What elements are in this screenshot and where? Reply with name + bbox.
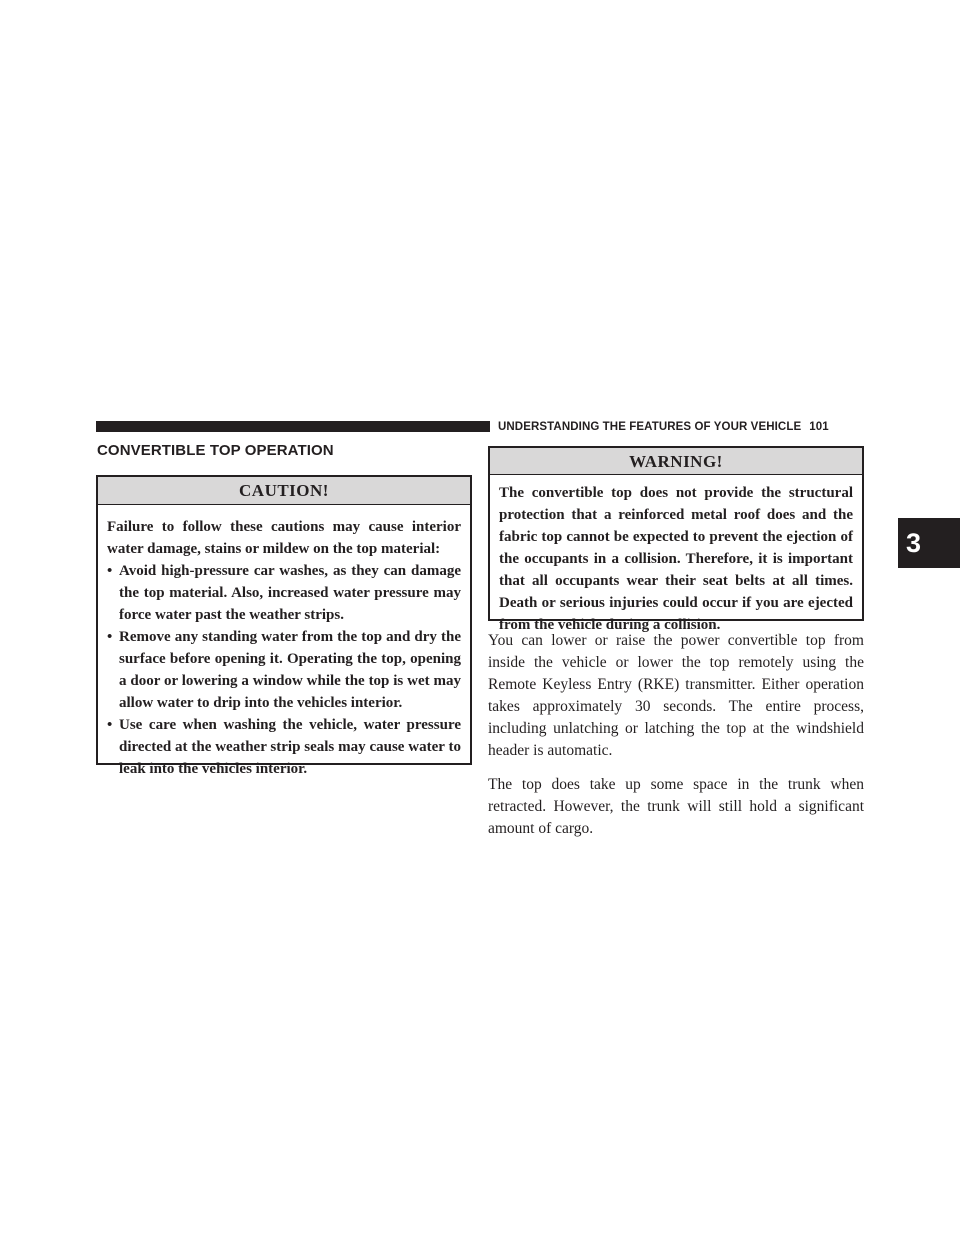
section-title: CONVERTIBLE TOP OPERATION [97, 442, 334, 459]
page-number: 101 [809, 421, 829, 433]
body-text [488, 630, 864, 852]
paragraph: The top does take up some space in the trunk when retracted. However, the trunk will still hold a significant amount of cargo. [488, 776, 864, 837]
warning-heading: WARNING! [490, 448, 862, 475]
caution-intro: Failure to follow these cautions may cause interior water damage, stains or mildew on the top material: [107, 519, 461, 557]
bullet-icon: • [107, 563, 113, 579]
header-rule [96, 421, 490, 432]
caution-box [96, 475, 472, 777]
warning-box [488, 446, 864, 633]
caution-item [107, 626, 461, 714]
caution-item [107, 714, 461, 780]
caution-list [107, 560, 461, 780]
header-title: UNDERSTANDING THE FEATURES OF YOUR VEHICLE [498, 421, 802, 433]
caution-item-text: Use care when washing the vehicle, water pressure directed at the weather strip seals may cause water to leak into the vehicles interior. [119, 717, 461, 777]
caution-item-text: Remove any standing water from the top and dry the surface before opening it. Operating the top, opening a door or lowering a window while the top is wet may allow water to drip into the vehicles interior. [119, 629, 461, 711]
running-header [498, 419, 866, 435]
bullet-icon: • [107, 629, 113, 645]
caution-item-text: Avoid high-pressure car washes, as they can damage the top material. Also, increased water pressure may force water past the weather strips. [119, 563, 461, 623]
warning-text: The convertible top does not provide the structural protection that a reinforced metal roof does and the fabric top cannot be expected to prevent the ejection of the occupants in a collision. Therefore, it is important that all occupants wear their seat belts at all times. Death or serious injuries could occur if you are ejected from the vehicle during a collision. [499, 485, 853, 633]
caution-body [98, 505, 470, 780]
chapter-tab: 3 [898, 518, 960, 568]
caution-heading: CAUTION! [98, 477, 470, 505]
warning-body [490, 475, 862, 636]
caution-item [107, 560, 461, 626]
paragraph: You can lower or raise the power convertible top from inside the vehicle or lower the top remotely using the Remote Keyless Entry (RKE) transmitter. Either operation takes approximately 30 seconds. The entire process, including unlatching or latching the top at the windshield header is automatic. [488, 632, 864, 759]
bullet-icon: • [107, 717, 113, 733]
